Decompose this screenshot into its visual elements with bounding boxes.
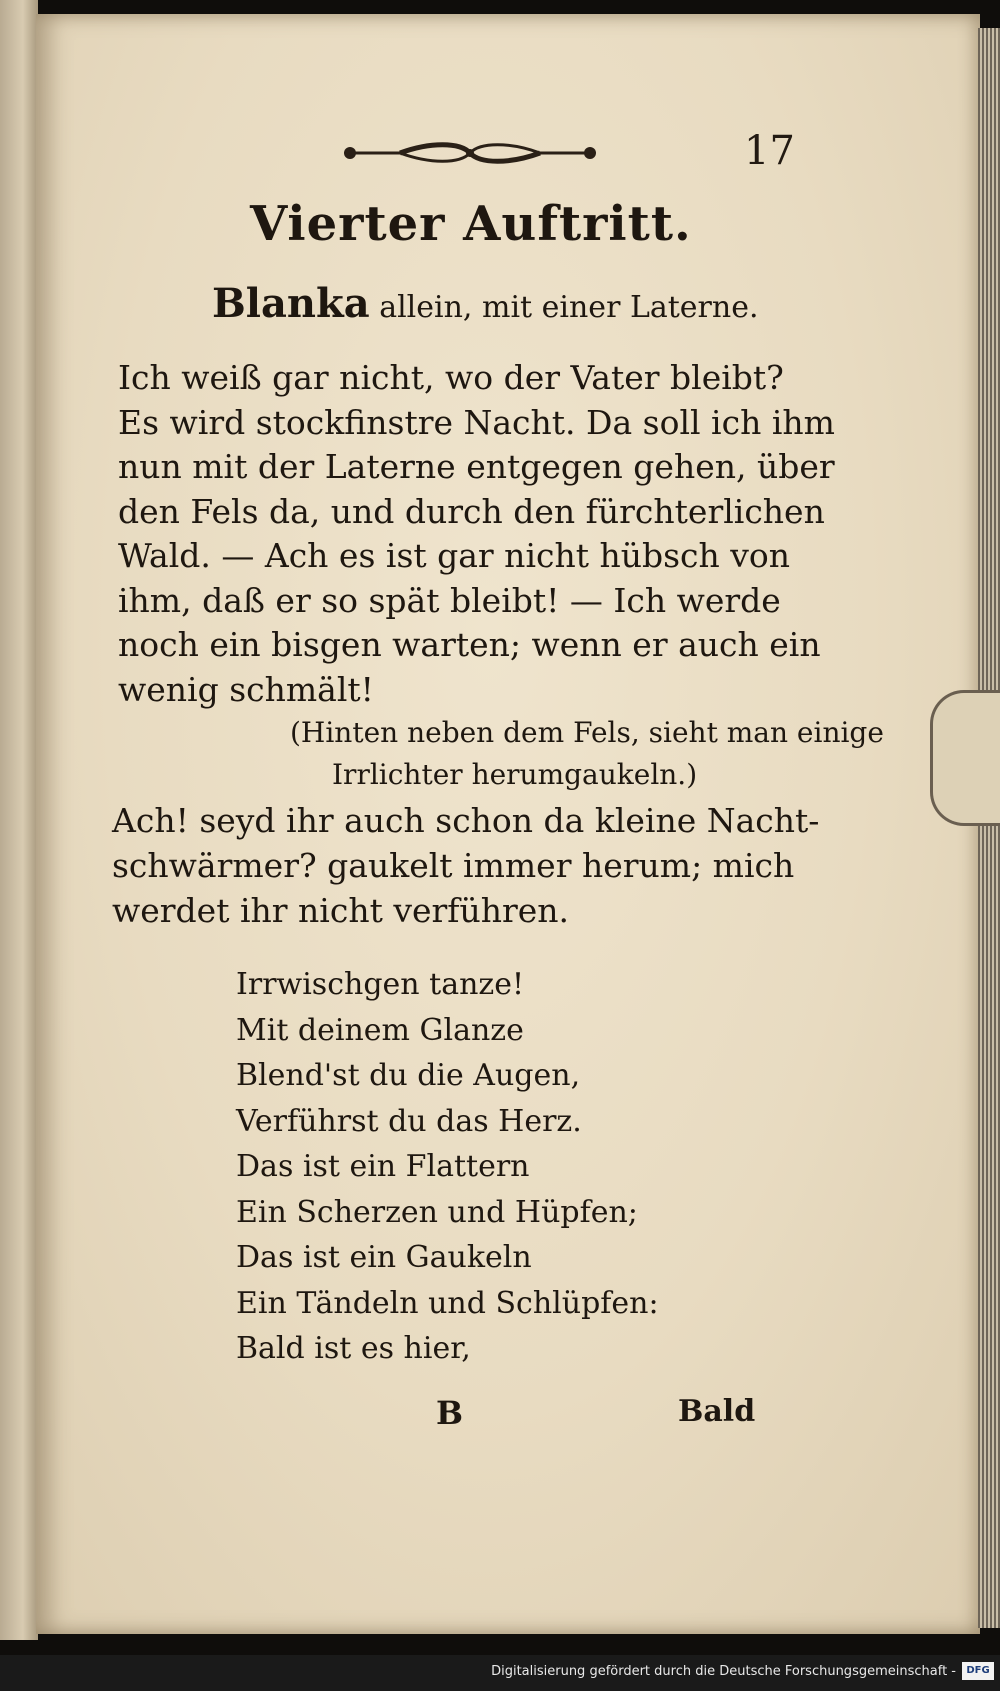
text-line: Es wird stockfinstre Nacht. Da soll ich ihm (118, 402, 835, 442)
footer-credit: Digitalisierung gefördert durch die Deutsche Forschungsgemeinschaft - (491, 1664, 956, 1679)
subtitle (212, 280, 759, 327)
text-line: wenig schmält! (118, 669, 374, 709)
text-line: Ich weiß gar nicht, wo der Vater bleibt? (118, 358, 784, 397)
text-line: noch ein bisgen warten; wenn er auch ein (118, 625, 821, 664)
stage-direction (290, 712, 884, 796)
text-line: den Fels da, und durch den fürchterlichen (118, 491, 825, 531)
text-line: Wald. — Ach es ist gar nicht hübsch von (118, 536, 791, 575)
subtitle-rest: allein, mit einer Laterne. (379, 290, 759, 325)
scene-title: Vierter Auftritt. (250, 196, 692, 252)
text-line: Irrlichter herumgaukeln.) (332, 758, 698, 791)
signature-mark: B (436, 1394, 464, 1432)
verse-line: Ein Tändeln und Schlüpfen: (236, 1285, 659, 1321)
text-line: werdet ihr nicht verführen. (112, 891, 570, 930)
speech-paragraph-1 (118, 356, 835, 712)
verse-line: Bald ist es hier, (236, 1331, 471, 1366)
verse-line: Das ist ein Flattern (236, 1149, 530, 1184)
verse-line: Irrwischgen tanze! (236, 967, 525, 1002)
text-line: ihm, daß er so spät bleibt! — Ich werde (118, 580, 781, 620)
catchword: Bald (678, 1394, 756, 1429)
character-name: Blanka (212, 280, 370, 327)
facing-page-edge (0, 0, 38, 1640)
verse-line: Mit deinem Glanze (236, 1012, 524, 1048)
text-line: Ach! seyd ihr auch schon da kleine Nacht- (112, 801, 820, 840)
verse-line: Blend'st du die Augen, (236, 1058, 581, 1093)
verse-line: Verführst du das Herz. (236, 1103, 582, 1139)
page-number: 17 (744, 128, 795, 174)
ornament-icon (340, 140, 600, 166)
text-line: (Hinten neben dem Fels, sieht man einige (290, 716, 884, 749)
speech-paragraph-2 (112, 798, 819, 933)
dfg-logo-icon: DFG (962, 1662, 994, 1680)
text-line: nun mit der Laterne entgegen gehen, über (118, 447, 835, 486)
text-line: schwärmer? gaukelt immer herum; mich (112, 846, 795, 885)
page-clip (930, 690, 1000, 826)
verse-line: Das ist ein Gaukeln (236, 1240, 532, 1275)
verse-line: Ein Scherzen und Hüpfen; (236, 1194, 638, 1230)
page-fore-edge (978, 28, 1000, 1628)
verse-block (236, 962, 659, 1372)
